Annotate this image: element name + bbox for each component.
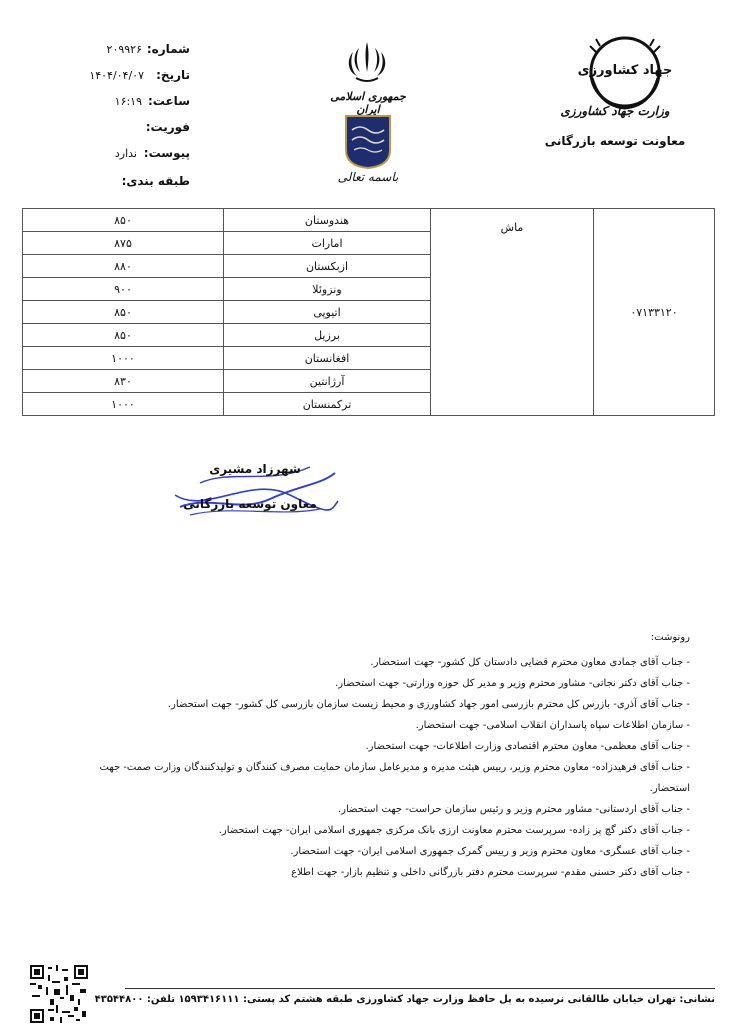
country-cell: هندوستان <box>224 209 431 232</box>
price-cell: ۸۵۰ <box>23 324 224 347</box>
price-cell: ۸۵۰ <box>23 209 224 232</box>
price-cell: ۹۰۰ <box>23 278 224 301</box>
list-item: - جناب آقای دکتر حسنی مقدم- سرپرست محترم دفتر بازرگانی داخلی و تنظیم بازار- جهت اطلاع <box>291 867 690 878</box>
meta-classification-label: طبقه بندی: <box>121 174 190 188</box>
table-row <box>23 209 715 232</box>
meta-number <box>80 40 190 60</box>
list-item: - جناب آقای عسگری- معاون محترم وزیر و رییس گمرک جمهوری اسلامی ایران- جهت استحضار. <box>290 846 690 857</box>
country-cell: افغانستان <box>224 347 431 370</box>
country-cell: ازبکستان <box>224 255 431 278</box>
price-cell: ۱۰۰۰ <box>23 393 224 416</box>
meta-date-value: ۱۴۰۴/۰۴/۰۷ <box>89 69 144 82</box>
meta-attachment <box>80 144 190 164</box>
ministry-logo-icon <box>570 32 680 142</box>
list-item: - جناب آقای دکتر نجاتی- مشاور محترم وزیر و مدیر کل حوزه وزارتی- جهت استحضار. <box>335 678 690 689</box>
list-item: - جناب آقای فرهیدزاده- معاون محترم وزیر، رییس هیئت مدیره و مدیرعامل سازمان حمایت مصرف کنندگان و تولیدکنندگان وزارت صمت- جهت <box>99 762 690 773</box>
price-cell: ۸۸۰ <box>23 255 224 278</box>
meta-urgency <box>80 118 190 138</box>
price-cell: ۸۳۰ <box>23 370 224 393</box>
meta-attachment-label: پیوست: <box>143 146 190 160</box>
country-cell: ترکمنستان <box>224 393 431 416</box>
list-item: - سازمان اطلاعات سپاه پاسداران انقلاب اسلامی- جهت استحضار. <box>415 720 690 731</box>
meta-number-label: شماره: <box>146 42 190 56</box>
list-item: - جناب آقای معظمی- معاون محترم اقتصادی وزارت اطلاعات- جهت استحضار. <box>365 741 690 752</box>
price-cell: ۸۷۵ <box>23 232 224 255</box>
list-item: - جناب آقای آذری- بازرس کل محترم بازرسی امور جهاد کشاورزی و محیط زیست سازمان بازرسی کل کشور- جهت استحضار. <box>167 699 690 710</box>
country-cell: برزیل <box>224 324 431 347</box>
meta-time-label: ساعت: <box>147 94 190 108</box>
country-cell: آرژانتین <box>224 370 431 393</box>
product-cell: ماش <box>431 209 594 416</box>
footer-address: نشانی: تهران خیابان طالقانی نرسیده به پل حافظ وزارت جهاد کشاورزی طبقه هشتم کد پستی: ۱۵۹۳۴۱۶۱۱۱ تلفن: ۴۳۵۴۴۸۰۰ <box>94 994 715 1005</box>
price-table <box>22 208 715 416</box>
qr-code-icon <box>30 965 88 1023</box>
meta-urgency-label: فوریت: <box>145 120 190 134</box>
deputy-name: معاونت توسعه بازرگانی <box>544 134 686 148</box>
list-item: - جناب آقای اردستانی- مشاور محترم وزیر و رئیس سازمان حراست- جهت استحضار. <box>337 804 690 815</box>
price-cell: ۱۰۰۰ <box>23 347 224 370</box>
meta-time-value: ۱۶:۱۹ <box>114 95 142 108</box>
cc-title: رونوشت: <box>650 632 690 643</box>
meta-classification <box>80 172 190 192</box>
list-item: - جناب آقای دکتر گچ پز زاده- سرپرست محترم معاونت ارزی بانک مرکزی جمهوری اسلامی ایران- جهت استحضار. <box>218 825 690 836</box>
meta-date-label: تاریخ: <box>156 68 190 82</box>
price-cell: ۸۵۰ <box>23 301 224 324</box>
country-cell: امارات <box>224 232 431 255</box>
country-cell: ونزوئلا <box>224 278 431 301</box>
footer-divider <box>125 988 715 989</box>
signer-title: معاون توسعه بازرگانی <box>183 497 317 511</box>
list-item: - جناب آقای جمادی معاون محترم قضایی دادستان کل کشور- جهت استحضار. <box>370 657 690 668</box>
signer-name: شهرزاد مشیری <box>209 462 301 476</box>
ministry-name: وزارت جهاد کشاورزی <box>560 104 670 118</box>
slogan-badge-icon <box>340 112 396 170</box>
meta-attachment-value: ندارد <box>114 147 137 160</box>
meta-time <box>80 92 190 112</box>
logo-text: جهاد کشاورزی <box>577 63 673 78</box>
republic-text: جمهوری اسلامی ایران <box>330 90 406 116</box>
bismillah-text: باسمه تعالی <box>337 170 399 184</box>
document-meta <box>80 40 190 200</box>
list-item: استحضار. <box>649 783 690 794</box>
tariff-code-cell: ۰۷۱۳۳۱۲۰ <box>594 209 715 416</box>
cc-list <box>20 652 690 883</box>
meta-date <box>80 66 190 86</box>
country-cell: اتیوپی <box>224 301 431 324</box>
iran-emblem-icon <box>342 38 392 88</box>
meta-number-value: ۲۰۹۹۲۶ <box>106 43 142 56</box>
